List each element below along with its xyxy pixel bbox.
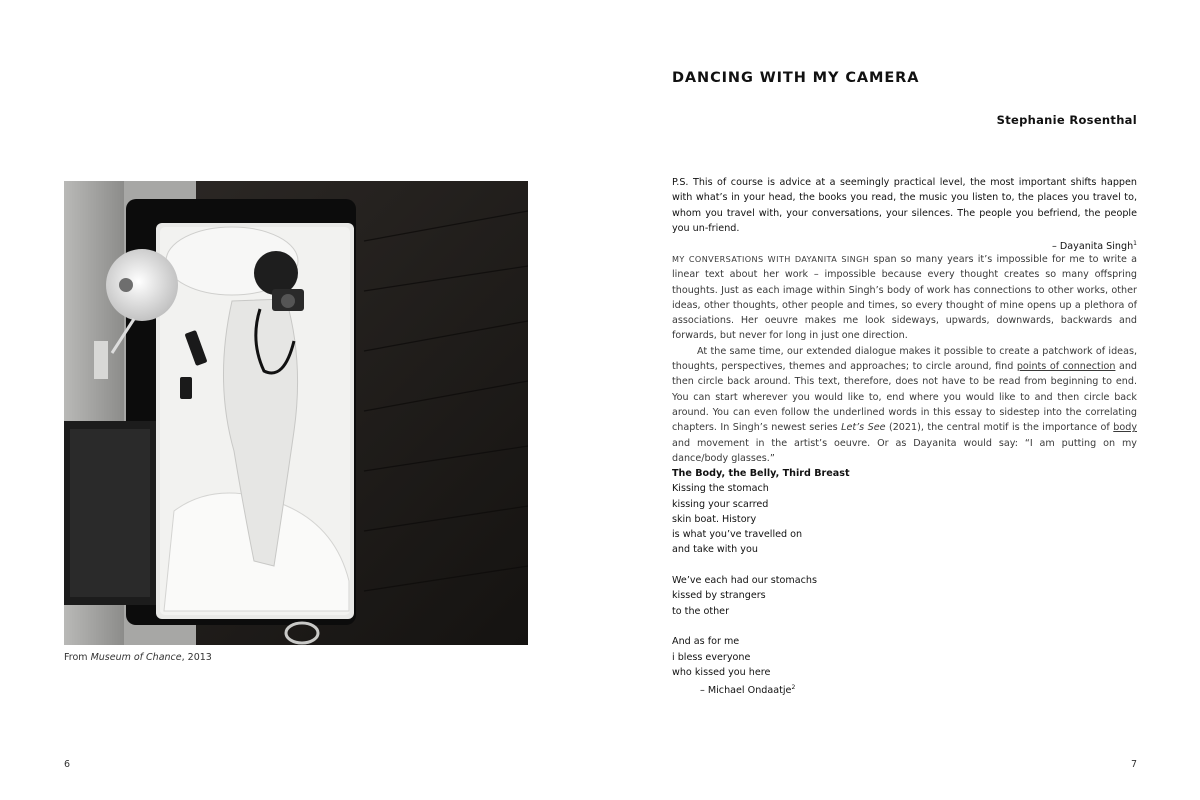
paragraph-2-text-a: At the same time, our extended dialogue makes it possible to create a patchwork of ideas, thoughts, perspectives, themes and approaches; to circle around, find (672, 345, 1137, 373)
epigraph (672, 175, 1137, 255)
paragraph-2 (672, 344, 1137, 466)
poem-line: and take with you (672, 544, 758, 556)
poem-line: to the other (672, 605, 730, 617)
link-points-of-connection[interactable]: points of connection (1016, 361, 1116, 373)
paragraph-2-text-c: (2021), the central motif is the importance of (885, 422, 1114, 434)
poem-line: We’ve each had our stomachs (672, 575, 817, 587)
poem-line: is what you’ve travelled on (672, 529, 803, 541)
essay-body (672, 252, 1137, 466)
footnote-marker: 1 (1133, 240, 1137, 248)
paragraph-2-text-b: and then circle back around. This text, therefore, does not have to be read from beginning to end. You can start wherever you would like to, end where you would like to and then circle back around. You can even follow the underlined words in this essay to sidestep into the correlating chapters. In Singh’s newest series (672, 361, 1137, 434)
epigraph-text: P.S. This of course is advice at a seemingly practical level, the most important shifts happen with what’s in your head, the books you read, the music you listen to, the places you travel to, whom you travel with, your conversations, your silences. The people you befriend, the people you un-friend. (672, 177, 1137, 234)
poem-title: The Body, the Belly, Third Breast (672, 468, 850, 479)
poem-line: kissing your scarred (672, 498, 769, 510)
poem-line: who kissed you here (672, 666, 771, 678)
stanza-break (672, 619, 972, 634)
poem-line: skin boat. History (672, 513, 757, 525)
paragraph-1-text: span so many years it’s impossible for me to write a linear text about her work – impossible because every thought creates so many offspring thoughts. Just as each image within Singh’s body of work has connections to other works, other ideas, other thoughts, other people and times, so every thought of mine opens up a plethora of associations. Her oeuvre makes me look sideways, upwards, downwards, backwards and forwards, but never for long in just one direction. (672, 254, 1137, 342)
poem-line: kissed by strangers (672, 590, 766, 602)
page-number-right: 7 (1130, 759, 1137, 770)
link-body[interactable]: body (1113, 422, 1137, 434)
poem (672, 466, 972, 699)
bed-camera-photograph (64, 181, 528, 645)
paragraph-2-text-d: and movement in the artist’s oeuvre. Or as Dayanita would say: “I am putting on my dance/body glasses.” (672, 437, 1137, 464)
poem-line: Kissing the stomach (672, 483, 769, 495)
page-number-left: 6 (64, 759, 71, 770)
caption-title: Museum of Chance (90, 652, 182, 663)
author-name: Stephanie Rosenthal (996, 113, 1137, 127)
poem-attribution (672, 680, 972, 698)
series-title: Let’s See (841, 422, 886, 434)
paragraph-1 (672, 252, 1137, 344)
photo-caption (64, 652, 212, 663)
essay-title: DANCING WITH MY CAMERA (672, 70, 920, 86)
right-page (600, 0, 1200, 800)
footnote-marker: 2 (791, 684, 796, 692)
epigraph-attribution-text: – Dayanita Singh (1052, 241, 1134, 253)
poem-line: And as for me (672, 636, 740, 648)
poem-attribution-text: – Michael Ondaatje (700, 685, 792, 697)
poem-line: i bless everyone (672, 651, 751, 663)
paragraph-1-lead: MY CONVERSATIONS WITH DAYANITA SINGH (672, 254, 870, 264)
caption-suffix: , 2013 (181, 652, 212, 663)
stanza-break (672, 558, 972, 573)
caption-prefix: From (64, 652, 91, 663)
